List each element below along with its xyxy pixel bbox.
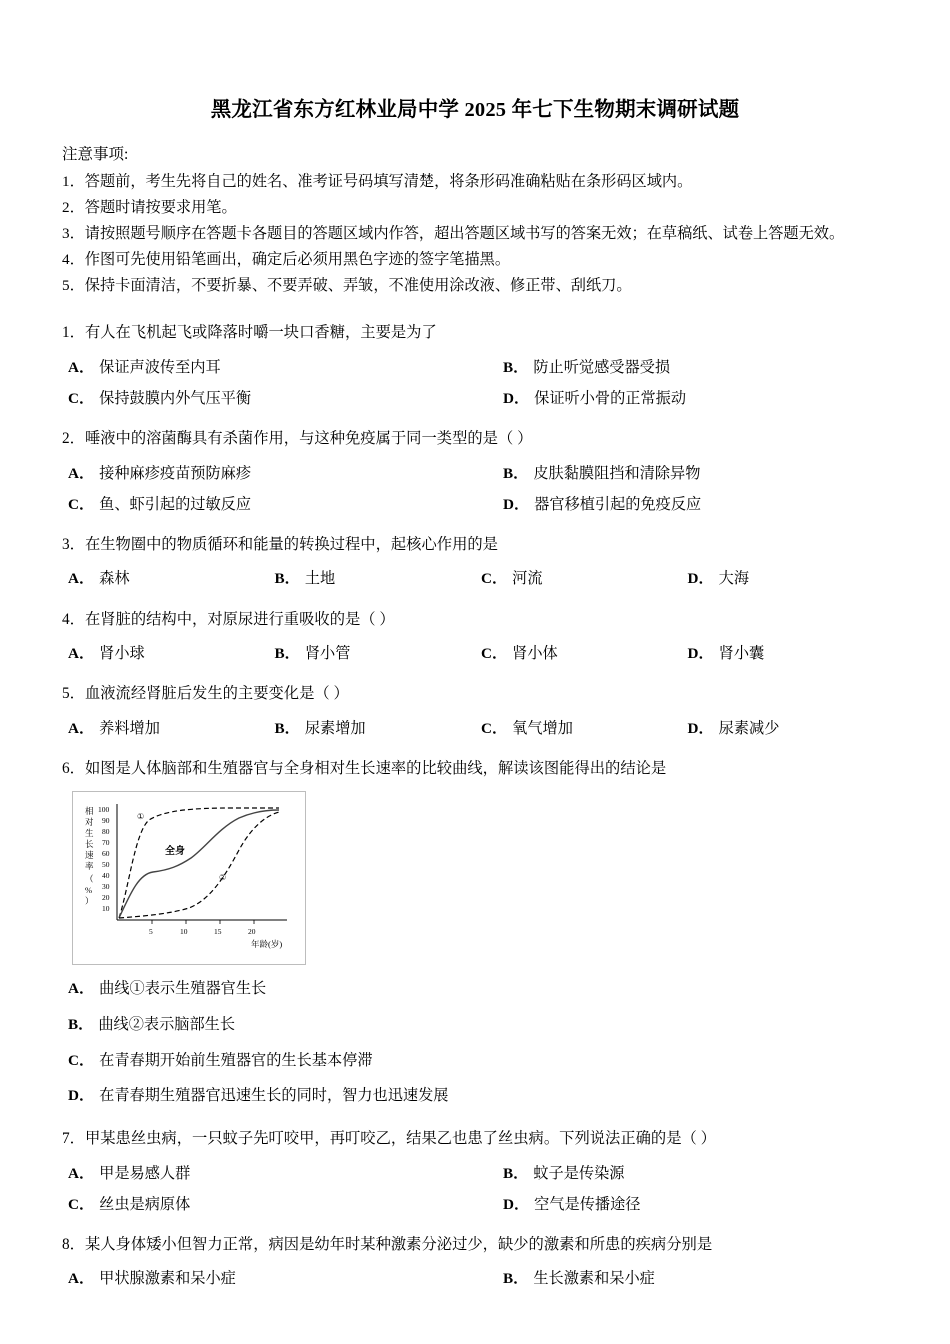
option-b[interactable]: [269, 563, 476, 594]
option-a[interactable]: [62, 638, 269, 669]
option-a[interactable]: [62, 713, 269, 744]
option-text: 丝虫是病原体: [99, 1195, 191, 1213]
option-a[interactable]: [62, 1263, 475, 1294]
svg-text:10: 10: [180, 927, 188, 937]
option-list: [62, 638, 888, 669]
option-text: 大海: [718, 570, 750, 588]
question-3: [62, 533, 888, 595]
svg-text:5: 5: [149, 927, 153, 937]
option-c[interactable]: [62, 1189, 475, 1220]
svg-text:%: %: [85, 885, 93, 896]
option-text: 接种麻疹疫苗预防麻疹: [99, 464, 252, 482]
notice-item: 4．作图可先使用铅笔画出，确定后必须用黑色字迹的签字笔描黑。: [62, 251, 511, 269]
growth-rate-chart-svg: [73, 792, 303, 962]
option-c[interactable]: [62, 489, 475, 520]
option-a[interactable]: [62, 563, 269, 594]
option-label: C．: [68, 390, 95, 408]
svg-text:30: 30: [102, 882, 110, 892]
question-stem: 2．唾液中的溶菌酶具有杀菌作用，与这种免疫属于同一类型的是（ ）: [62, 430, 533, 448]
option-label: C．: [481, 570, 508, 588]
question-6-figure: [62, 791, 888, 965]
option-text: 鱼、虾引起的过敏反应: [99, 495, 252, 513]
option-d[interactable]: [682, 563, 889, 594]
svg-text:10: 10: [102, 904, 110, 914]
option-label: D．: [687, 645, 714, 663]
question-stem: 8．某人身体矮小但智力正常，病因是幼年时某种激素分泌过少，缺少的激素和所患的疾病分别是: [62, 1235, 713, 1253]
option-d[interactable]: [475, 383, 888, 414]
y-axis-label-char: 相: [85, 806, 94, 817]
option-label: D．: [503, 1195, 530, 1213]
question-2: [62, 427, 888, 520]
question-stem: 6．如图是人体脑部和生殖器官与全身相对生长速率的比较曲线，解读该图能得出的结论是: [62, 759, 667, 777]
option-text: 在青春期生殖器官迅速生长的同时，智力也迅速发展: [99, 1087, 449, 1105]
option-label: D．: [503, 495, 530, 513]
option-text: 土地: [304, 570, 336, 588]
svg-text:②: ②: [219, 873, 227, 883]
option-label: D．: [68, 1087, 95, 1105]
option-text: 尿素增加: [304, 719, 366, 737]
option-label: C．: [68, 495, 95, 513]
option-label: D．: [503, 390, 530, 408]
option-b[interactable]: [269, 713, 476, 744]
option-c[interactable]: [475, 563, 682, 594]
svg-text:80: 80: [102, 827, 110, 837]
option-label: C．: [481, 719, 508, 737]
option-text: 在青春期开始前生殖器官的生长基本停滞: [99, 1051, 373, 1069]
svg-text:70: 70: [102, 838, 110, 848]
option-label: A．: [68, 570, 95, 588]
svg-text:60: 60: [102, 849, 110, 859]
svg-text:50: 50: [102, 860, 110, 870]
option-text: 肾小球: [99, 645, 145, 663]
option-list: [62, 1158, 888, 1220]
option-label: B．: [68, 1016, 94, 1034]
option-text: 肾小体: [512, 645, 558, 663]
option-d[interactable]: [62, 1078, 888, 1114]
option-label: B．: [274, 645, 300, 663]
option-label: A．: [68, 980, 95, 998]
option-label: A．: [68, 645, 95, 663]
option-text: 保证声波传至内耳: [99, 358, 221, 376]
question-stem: 3．在生物圈中的物质循环和能量的转换过程中，起核心作用的是: [62, 535, 498, 553]
option-a[interactable]: [62, 352, 475, 383]
option-text: 皮肤黏膜阻挡和清除异物: [533, 464, 701, 482]
option-b[interactable]: [475, 458, 888, 489]
option-text: 养料增加: [99, 719, 160, 737]
option-c[interactable]: [475, 638, 682, 669]
option-label: A．: [68, 1270, 95, 1288]
option-label: D．: [687, 719, 714, 737]
option-label: B．: [503, 464, 529, 482]
option-label: A．: [68, 358, 95, 376]
notice-item: 5．保持卡面清洁，不要折暴、不要弄破、弄皱，不准使用涂改液、修正带、刮纸刀。: [62, 277, 632, 295]
option-text: 曲线②表示脑部生长: [98, 1016, 236, 1034]
option-c[interactable]: [475, 713, 682, 744]
question-stem: 7．甲某患丝虫病，一只蚊子先叮咬甲，再叮咬乙，结果乙也患了丝虫病。下列说法正确的是（ ）: [62, 1130, 716, 1148]
option-text: 保证听小骨的正常振动: [534, 390, 687, 408]
question-1: [62, 321, 888, 414]
svg-text:）: ）: [85, 896, 94, 907]
svg-text:15: 15: [214, 927, 222, 937]
svg-text:90: 90: [102, 816, 110, 826]
option-label: B．: [274, 570, 300, 588]
option-text: 尿素减少: [718, 719, 780, 737]
svg-text:（: （: [85, 874, 94, 885]
option-label: B．: [503, 1164, 529, 1182]
option-d[interactable]: [682, 713, 889, 744]
question-5: [62, 682, 888, 744]
option-list: [62, 458, 888, 520]
option-text: 肾小囊: [718, 645, 765, 663]
svg-text:对: 对: [85, 817, 94, 828]
option-label: C．: [68, 1195, 95, 1213]
option-text: 保持鼓膜内外气压平衡: [99, 390, 252, 408]
option-label: A．: [68, 1164, 95, 1182]
option-b[interactable]: [475, 1263, 888, 1294]
option-a[interactable]: [62, 971, 888, 1007]
svg-text:生: 生: [85, 828, 94, 839]
question-4: [62, 608, 888, 670]
question-stem: 5．血液流经肾脏后发生的主要变化是（ ）: [62, 685, 349, 703]
option-list: [62, 1263, 888, 1294]
question-8: [62, 1233, 888, 1295]
option-list: [62, 352, 888, 414]
option-c[interactable]: [62, 1043, 888, 1079]
option-d[interactable]: [475, 1189, 888, 1220]
notice-item: 1．答题前，考生先将自己的姓名、准考证号码填写清楚，将条形码准确粘贴在条形码区域内。: [62, 172, 693, 190]
option-text: 氧气增加: [512, 719, 573, 737]
notice-item: 2．答题时请按要求用笔。: [62, 198, 237, 216]
option-b[interactable]: [475, 1158, 888, 1189]
option-b[interactable]: [475, 352, 888, 383]
option-text: 甲状腺激素和呆小症: [99, 1270, 236, 1288]
option-text: 甲是易感人群: [99, 1164, 191, 1182]
option-label: C．: [68, 1051, 95, 1069]
notice-heading: 注意事项:: [62, 145, 129, 163]
option-d[interactable]: [682, 638, 889, 669]
option-label: C．: [481, 645, 508, 663]
option-text: 森林: [99, 570, 130, 588]
option-a[interactable]: [62, 458, 475, 489]
option-b[interactable]: [269, 638, 476, 669]
svg-text:年龄(岁): 年龄(岁): [251, 939, 283, 950]
option-label: B．: [503, 1270, 529, 1288]
notice-list: [62, 169, 888, 300]
option-text: 曲线①表示生殖器官生长: [99, 980, 267, 998]
option-text: 肾小管: [304, 645, 351, 663]
option-text: 生长激素和呆小症: [533, 1270, 655, 1288]
option-label: D．: [687, 570, 714, 588]
option-text: 器官移植引起的免疫反应: [534, 495, 702, 513]
question-stem: 1．有人在飞机起飞或降落时嚼一块口香糖，主要是为了: [62, 324, 437, 342]
page-title: 黑龙江省东方红林业局中学 2025 年七下生物期末调研试题: [210, 99, 740, 121]
option-list: [62, 971, 888, 1114]
option-text: 防止听觉感受器受损: [533, 358, 671, 376]
option-label: B．: [503, 358, 529, 376]
option-text: 蚊子是传染源: [533, 1164, 625, 1182]
question-7: [62, 1127, 888, 1220]
option-list: [62, 713, 888, 744]
option-c[interactable]: [62, 383, 475, 414]
svg-text:全身: 全身: [165, 846, 185, 858]
svg-text:①: ①: [137, 812, 145, 822]
svg-text:20: 20: [248, 927, 256, 937]
option-d[interactable]: [475, 489, 888, 520]
question-6: [62, 757, 888, 1114]
svg-text:率: 率: [85, 861, 94, 872]
option-label: A．: [68, 719, 95, 737]
svg-text:20: 20: [102, 893, 110, 903]
option-text: 空气是传播途径: [534, 1195, 641, 1213]
option-label: B．: [274, 719, 300, 737]
option-text: 河流: [512, 570, 543, 588]
svg-text:速: 速: [85, 850, 94, 861]
svg-text:长: 长: [85, 839, 94, 850]
question-stem: 4．在肾脏的结构中，对原尿进行重吸收的是（ ）: [62, 610, 395, 628]
option-list: [62, 563, 888, 594]
option-a[interactable]: [62, 1158, 475, 1189]
svg-text:40: 40: [102, 871, 110, 881]
growth-rate-chart: [72, 791, 306, 965]
notice-item: 3．请按照题号顺序在答题卡各题目的答题区域内作答，超出答题区域书写的答案无效；在草稿纸、试卷上答题无效。: [62, 224, 845, 242]
option-label: A．: [68, 464, 95, 482]
option-b[interactable]: [62, 1007, 888, 1043]
svg-text:100: 100: [98, 805, 110, 815]
